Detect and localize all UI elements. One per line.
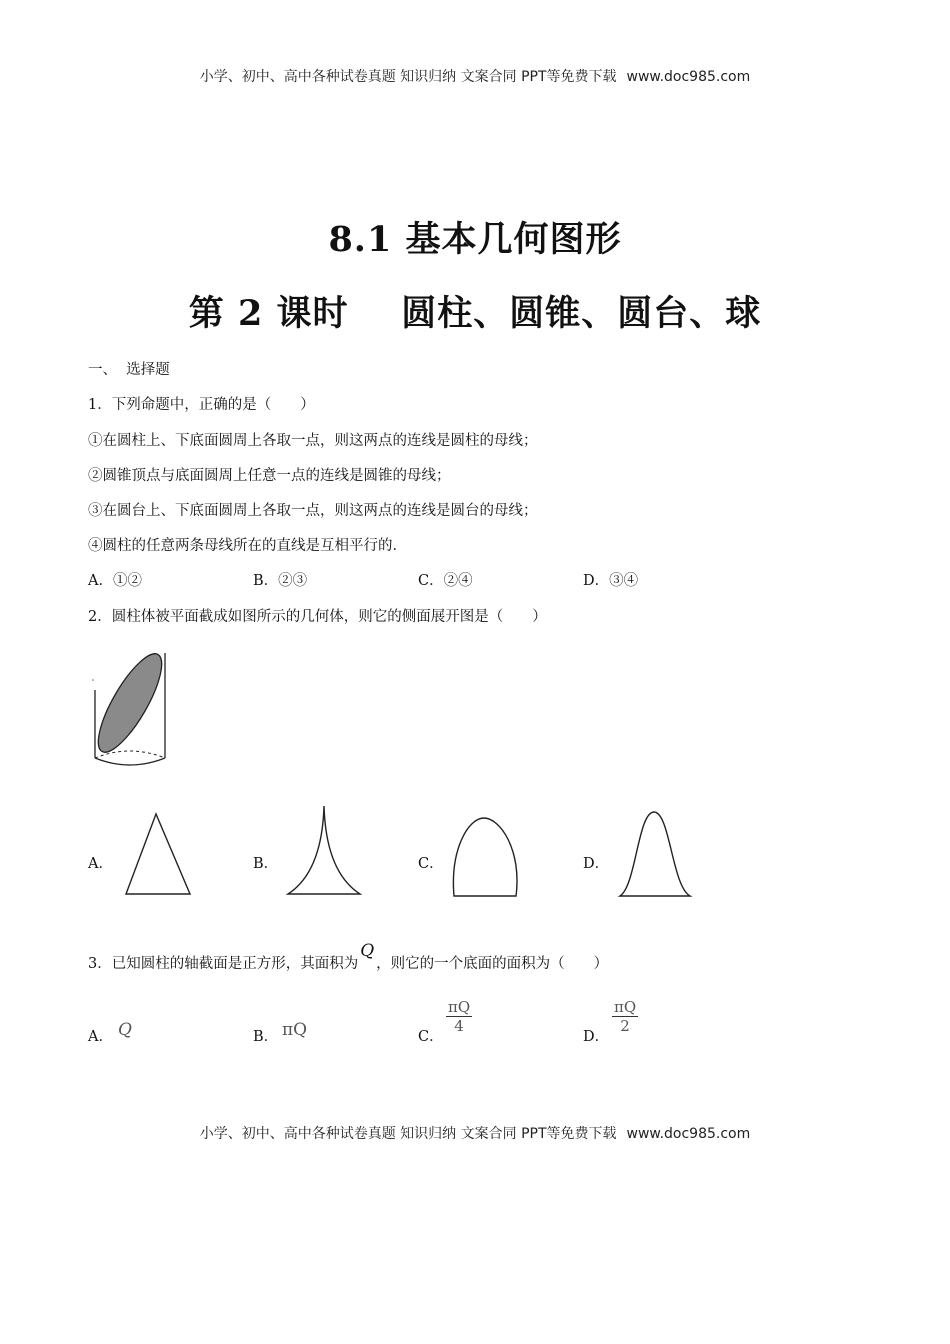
q3-stem-before: 3．已知圆柱的轴截面是正方形，其面积为	[88, 956, 359, 972]
q2-stem: 2．圆柱体被平面截成如图所示的几何体，则它的侧面展开图是（ ）	[88, 609, 547, 625]
concave-cusp-shape-icon[interactable]	[284, 802, 368, 900]
page-subtitle: 第 2 课时 圆柱、圆锥、圆台、球	[188, 293, 762, 334]
q1-stem: 1．下列命题中，正确的是（ ）	[88, 397, 315, 413]
q2-option-d[interactable]: D．	[583, 856, 610, 872]
q3-stem	[88, 941, 609, 974]
header-banner	[0, 66, 950, 86]
narrow-arch-shape-icon[interactable]	[448, 810, 524, 900]
q3-option-b-value: πQ	[282, 1020, 308, 1040]
page-title: 8.1 基本几何图形	[328, 219, 622, 260]
footer-banner-url[interactable]: www.doc985.com	[626, 1126, 751, 1142]
banner-text: 小学、初中、高中各种试卷真题 知识归纳 文案合同 PPT等免费下载	[199, 69, 617, 85]
q3-option-d-label[interactable]: D．	[583, 1029, 610, 1045]
section-heading: 一、 选择题	[88, 362, 170, 378]
footer-banner-text: 小学、初中、高中各种试卷真题 知识归纳 文案合同 PPT等免费下载	[199, 1126, 617, 1142]
q1-option-b[interactable]: B．②③	[253, 573, 308, 589]
q3-option-c-numerator: πQ	[448, 998, 471, 1016]
bell-shape-icon[interactable]	[614, 806, 696, 900]
triangle-shape-icon[interactable]	[120, 808, 200, 900]
q2-option-a[interactable]: A．	[88, 856, 113, 872]
q3-option-d-denominator: 2	[620, 1017, 630, 1035]
q3-option-a-label[interactable]: A．	[88, 1029, 113, 1045]
q3-option-b-label[interactable]: B．	[253, 1029, 279, 1045]
q3-option-c-denominator: 4	[454, 1017, 464, 1035]
q1-option-d[interactable]: D．③④	[583, 573, 639, 589]
q1-statement-2: ②圆锥顶点与底面圆周上任意一点的连线是圆锥的母线；	[88, 468, 451, 484]
q3-stem-after: ，则它的一个底面的面积为（ ）	[376, 956, 609, 972]
q1-option-a[interactable]: A．①②	[88, 573, 142, 589]
q3-option-d-fraction	[612, 998, 638, 1035]
q3-option-c-label[interactable]: C．	[418, 1029, 444, 1045]
q1-statement-1: ①在圆柱上、下底面圆周上各取一点，则这两点的连线是圆柱的母线；	[88, 433, 538, 449]
q1-option-c[interactable]: C．②④	[418, 573, 473, 589]
q3-option-a-value: Q	[118, 1020, 132, 1040]
q3-option-d-numerator: πQ	[614, 998, 637, 1016]
q3-q-symbol: Q	[360, 941, 375, 961]
footer-banner	[0, 1123, 950, 1143]
banner-url[interactable]: www.doc985.com	[626, 69, 751, 85]
q2-option-b[interactable]: B．	[253, 856, 279, 872]
q1-statement-3: ③在圆台上、下底面圆周上各取一点，则这两点的连线是圆台的母线；	[88, 503, 538, 519]
truncated-cylinder-figure	[88, 645, 178, 775]
q3-option-c-fraction	[446, 998, 472, 1035]
q2-option-c[interactable]: C．	[418, 856, 444, 872]
q1-statement-4: ④圆柱的任意两条母线所在的直线是互相平行的．	[88, 538, 407, 554]
